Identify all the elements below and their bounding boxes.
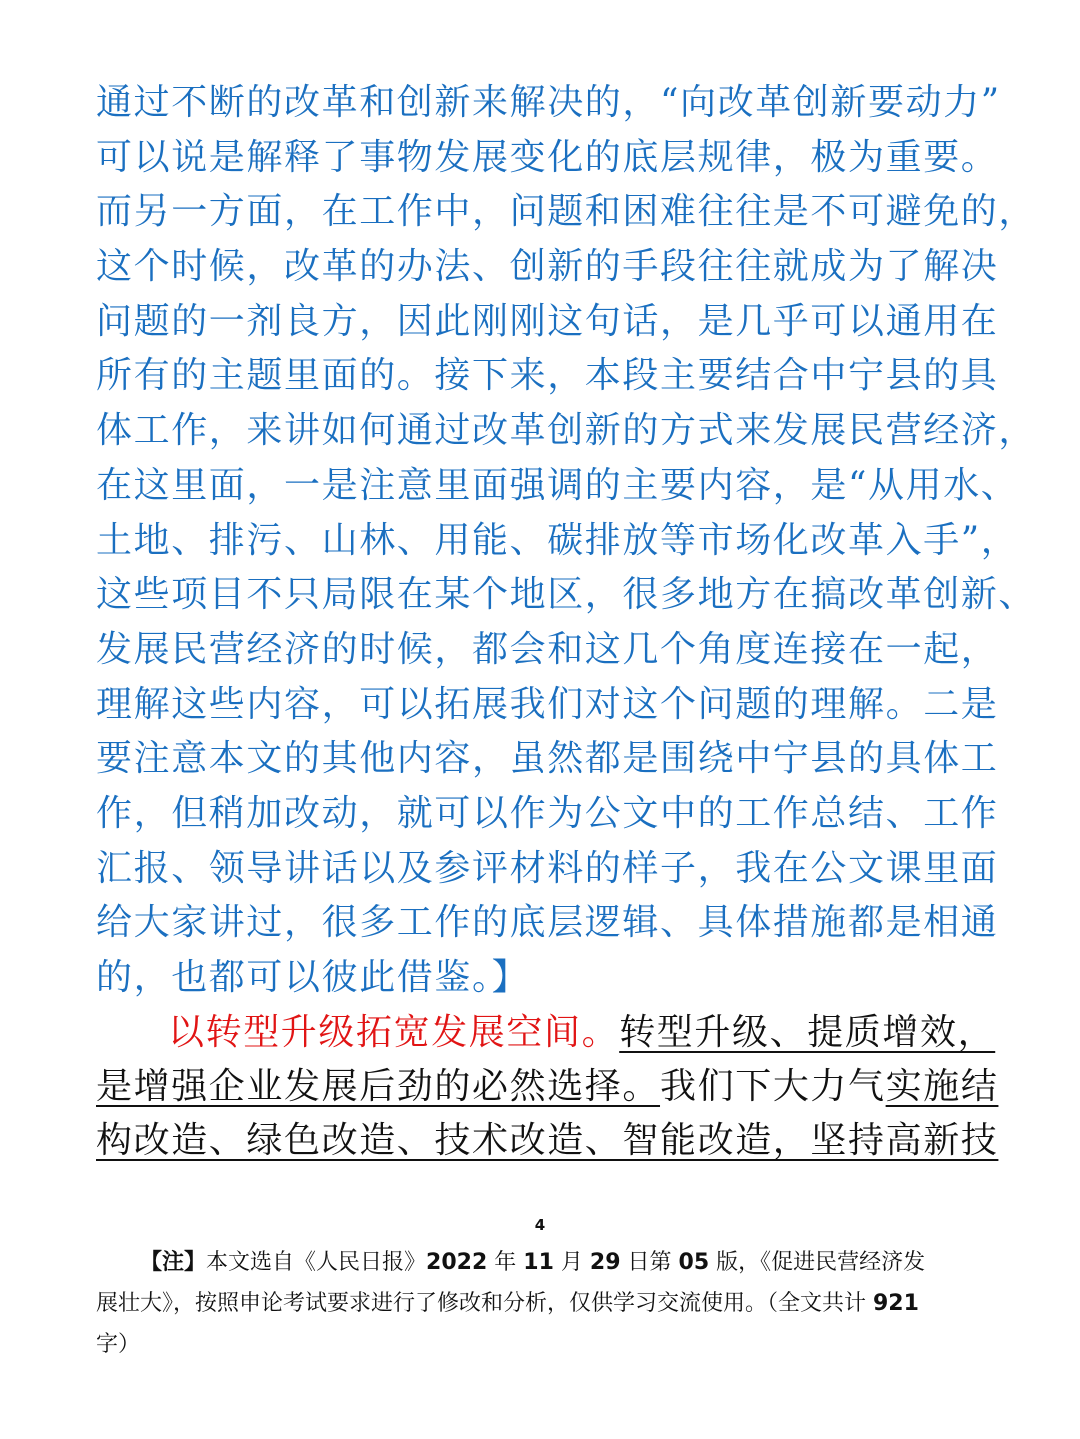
commentary-line: 通过不断的改革和创新来解决的，“向改革创新要动力” [96,82,1001,123]
note-line: 字） [96,1332,141,1357]
article-line [96,1060,999,1114]
note-day: 29 [589,1250,621,1275]
article-line [96,1006,996,1060]
note-year: 2022 [426,1250,488,1275]
commentary-line: 土地、排污、山林、用能、碳排放等市场化改革入手”， [96,519,1019,561]
commentary-line: 问题的一剂良方，因此刚刚这句话，是几乎可以通用在 [96,300,999,342]
commentary-line: 发展民营经济的时候，都会和这几个角度连接在一起， [96,628,999,670]
commentary-paragraph [96,76,1037,1006]
section-heading: 以转型升级拓宽发展空间。 [168,1012,620,1053]
commentary-line: 这个时候，改革的办法、创新的手段往往就成为了解决 [96,246,999,288]
note-text: 月 [553,1250,590,1275]
plain-text: 我们下大力气 [660,1066,886,1107]
article-paragraph [96,1006,999,1168]
underlined-text: 是增强企业发展后劲的必然选择。 [96,1066,661,1107]
commentary-line: 体工作，来讲如何通过改革创新的方式来发展民营经济， [96,410,1037,452]
commentary-line: 要注意本文的其他内容，虽然都是围绕中宁县的具体工 [96,738,999,780]
note-text: 年 [487,1250,524,1275]
note-month: 11 [523,1250,554,1275]
underlined-text: 转型升级、提质增效， [619,1012,996,1053]
commentary-line: 所有的主题里面的。接下来，本段主要结合中宁县的具 [96,355,999,397]
note-edition: 05 [678,1250,710,1275]
commentary-line: 作，但稍加改动，就可以作为公文中的工作总结、工作 [96,792,999,834]
article-line [96,1114,999,1168]
commentary-line: 这些项目不只局限在某个地区，很多地方在搞改革创新、 [96,574,1037,616]
note-line [96,1283,996,1324]
page-number: 4 [534,1216,546,1234]
note-text: 日第 [620,1250,679,1275]
commentary-line: 汇报、领导讲话以及参评材料的样子，我在公文课里面 [96,847,999,889]
note-word-count: 921 [873,1291,919,1316]
commentary-line: 在这里面，一是注意里面强调的主要内容，是“从用水、 [96,464,1019,506]
underlined-text: 构改造、绿色改造、技术改造、智能改造，坚持高新技 [96,1120,999,1161]
note-label: 【注】 [140,1250,207,1275]
note-text: 版，《促进民营经济发 [709,1250,926,1275]
source-note [96,1242,996,1365]
commentary-line: 可以说是解释了事物发展变化的底层规律，极为重要。 [96,136,999,178]
note-text: 展壮大》，按照申论考试要求进行了修改和分析，仅供学习交流使用。（全文共计 [96,1291,873,1316]
commentary-line: 理解这些内容，可以拓展我们对这个问题的理解。二是 [96,683,999,725]
note-text: 本文选自《人民日报》 [206,1250,427,1275]
underlined-text: 实施结 [885,1066,999,1107]
commentary-line: 的，也都可以彼此借鉴。】 [96,957,530,998]
note-line [96,1242,996,1283]
commentary-line: 而另一方面，在工作中，问题和困难往往是不可避免的， [96,191,1037,233]
commentary-line: 给大家讲过，很多工作的底层逻辑、具体措施都是相通 [96,902,999,944]
